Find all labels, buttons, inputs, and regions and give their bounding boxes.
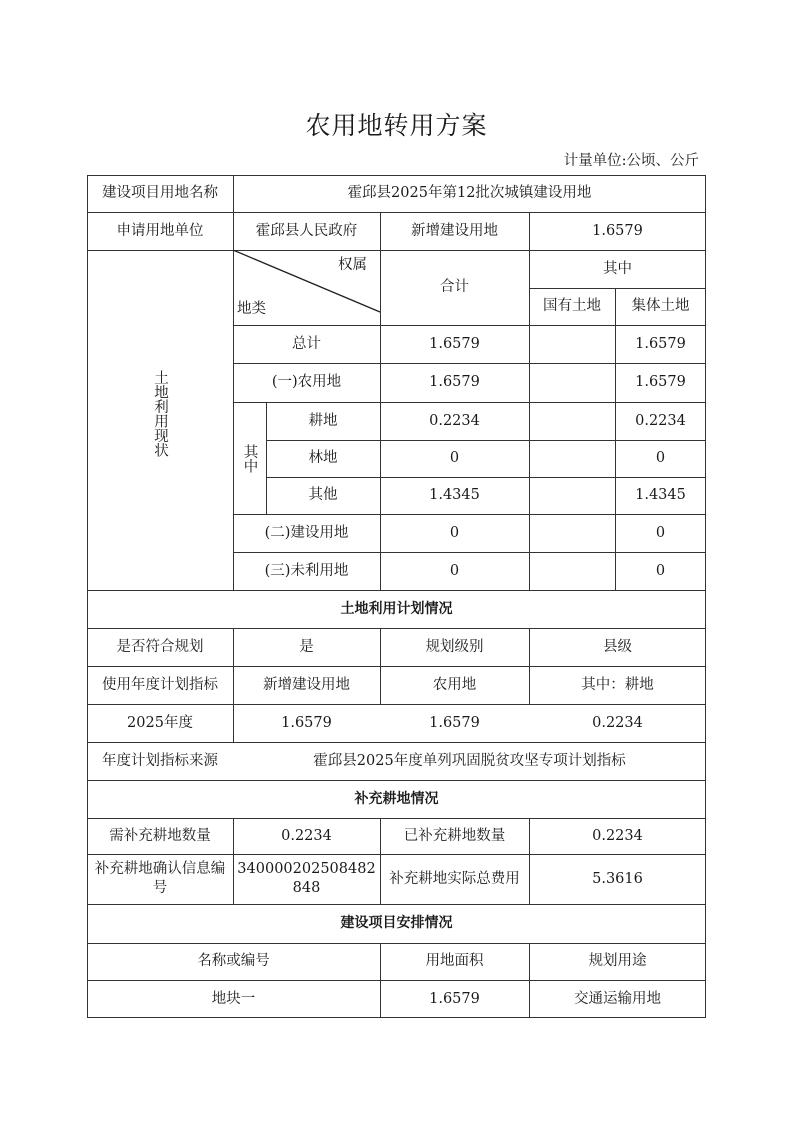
row-label: 总计 — [292, 335, 321, 352]
header-land-type: 地类 — [237, 300, 266, 317]
indicator-col: 农用地 — [432, 676, 477, 693]
level-value: 县级 — [603, 638, 632, 655]
cost-value: 5.3616 — [592, 870, 643, 887]
source-label: 年度计划指标来源 — [102, 752, 218, 769]
supplement-section-title: 补充耕地情况 — [354, 790, 439, 807]
conform-value: 是 — [299, 638, 314, 655]
row-label: (一)农用地 — [271, 374, 342, 390]
row-collective: 0 — [655, 562, 666, 579]
project-name-label: 建设项目用地名称 — [102, 185, 218, 201]
row-collective: 0 — [655, 524, 666, 541]
header-total: 合计 — [440, 279, 469, 295]
row-collective: 1.4345 — [635, 487, 686, 503]
new-land-value: 1.6579 — [592, 222, 643, 239]
applicant-value: 霍邱县人民政府 — [255, 222, 358, 239]
applicant-label: 申请用地单位 — [116, 222, 204, 239]
plan-section-title: 土地利用计划情况 — [340, 600, 453, 617]
arrangement-area: 1.6579 — [429, 990, 480, 1007]
indicator-col: 其中：耕地 — [581, 676, 654, 693]
level-label: 规划级别 — [425, 638, 484, 655]
row-label: (二)建设用地 — [264, 524, 349, 541]
indicator-col: 新增建设用地 — [263, 676, 350, 693]
header-collective: 集体土地 — [631, 298, 690, 314]
header-state-owned: 国有土地 — [543, 298, 601, 314]
required-label: 需补充耕地数量 — [109, 827, 211, 844]
header-of-which: 其中 — [603, 260, 632, 277]
row-total: 0 — [449, 562, 460, 579]
year-label: 2025年度 — [127, 714, 193, 731]
sub-group-label — [233, 402, 266, 514]
row-state — [529, 514, 615, 552]
done-label: 已补充耕地数量 — [403, 827, 506, 844]
row-label: 耕地 — [308, 412, 338, 429]
row-total: 1.4345 — [429, 487, 480, 503]
row-state — [529, 552, 615, 590]
indicator-label: 使用年度计划指标 — [102, 676, 218, 693]
conform-label: 是否符合规划 — [116, 638, 204, 655]
new-land-label: 新增建设用地 — [411, 222, 498, 239]
row-collective: 0.2234 — [635, 412, 686, 429]
row-state — [529, 325, 615, 363]
year-value: 0.2234 — [592, 714, 643, 731]
cost-label: 补充耕地实际总费用 — [389, 870, 520, 887]
document-title: 农用地转用方案 — [305, 111, 488, 140]
conversion-table — [87, 175, 706, 1018]
source-value: 霍邱县2025年度单列巩固脱贫攻坚专项计划指标 — [313, 752, 626, 769]
arrangement-header: 名称或编号 — [197, 953, 270, 969]
confirm-value: 340000202508482848 — [237, 861, 376, 896]
row-collective: 0 — [655, 450, 666, 466]
land-status-side-label — [87, 250, 233, 590]
row-total: 0 — [449, 524, 460, 541]
row-collective: 1.6579 — [635, 374, 686, 390]
row-collective: 1.6579 — [635, 335, 686, 352]
row-total: 1.6579 — [429, 335, 480, 352]
row-state — [529, 363, 615, 402]
row-label: 林地 — [308, 450, 338, 466]
done-value: 0.2234 — [592, 827, 643, 844]
unit-note: 计量单位:公顷、公斤 — [563, 153, 699, 169]
row-state — [529, 477, 615, 514]
year-value: 1.6579 — [281, 714, 332, 731]
row-label: 其他 — [308, 487, 338, 503]
arrangement-name: 地块一 — [211, 990, 256, 1007]
header-ownership: 权属 — [338, 256, 367, 273]
row-state — [529, 402, 615, 440]
arrangement-header: 用地面积 — [425, 953, 484, 969]
arrangement-section-title: 建设项目安排情况 — [340, 915, 453, 931]
row-label: (三)未利用地 — [264, 562, 349, 579]
row-total: 0 — [449, 450, 460, 466]
sub-group-text: 其中 — [241, 443, 258, 473]
row-total: 0.2234 — [429, 412, 480, 429]
year-value: 1.6579 — [429, 714, 480, 731]
required-value: 0.2234 — [281, 827, 332, 844]
arrangement-header: 规划用途 — [588, 953, 647, 969]
row-total: 1.6579 — [429, 374, 480, 390]
project-name-value: 霍邱县2025年第12批次城镇建设用地 — [347, 185, 592, 201]
arrangement-use: 交通运输用地 — [574, 990, 661, 1007]
confirm-label: 补充耕地确认信息编号 — [94, 861, 226, 896]
row-state — [529, 440, 615, 477]
land-status-side-text: 土地利用现状 — [152, 370, 168, 457]
